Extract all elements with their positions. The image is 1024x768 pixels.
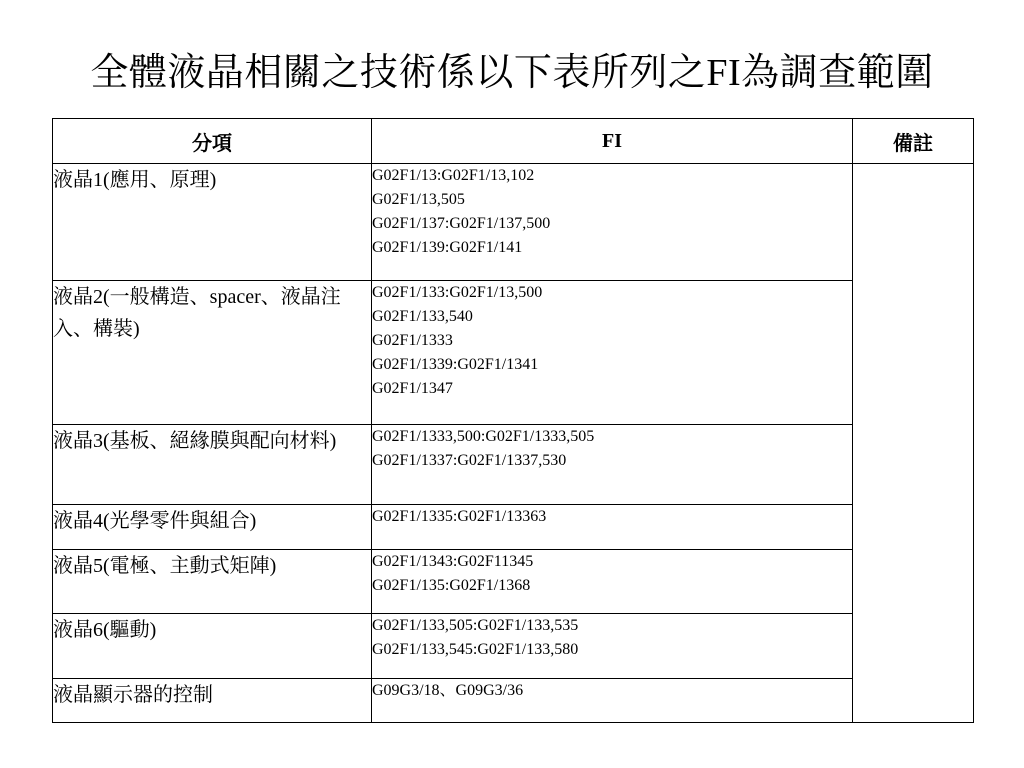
slide-title: 全體液晶相關之技術係以下表所列之FI為調查範圍	[90, 52, 934, 94]
fi-cell	[372, 679, 853, 723]
fi-code: G02F1/137:G02F1/137,500	[372, 215, 551, 232]
fi-code: G02F1/135:G02F1/1368	[372, 577, 531, 594]
category-cell: 液晶4(光學零件與組合)	[53, 505, 372, 550]
header-fi: FI	[372, 119, 853, 164]
header-note: 備註	[853, 119, 974, 164]
category-cell: 液晶3(基板、絕緣膜與配向材料)	[53, 425, 372, 505]
fi-cell	[372, 281, 853, 425]
table-row	[53, 164, 974, 281]
fi-code: G02F1/13,505	[372, 191, 465, 208]
fi-code: G02F1/133,505:G02F1/133,535	[372, 617, 579, 634]
table-row	[53, 505, 974, 550]
category-cell: 液晶5(電極、主動式矩陣)	[53, 550, 372, 614]
note-cell	[853, 164, 974, 723]
category-cell: 液晶1(應用、原理)	[53, 164, 372, 281]
fi-code: G02F1/133:G02F1/13,500	[372, 284, 543, 301]
category-cell: 液晶2(一般構造、spacer、液晶注入、構裝)	[53, 281, 372, 425]
fi-code: G02F1/1343:G02F11345	[372, 553, 534, 570]
fi-code: G02F1/133,540	[372, 308, 473, 325]
fi-cell	[372, 614, 853, 679]
fi-cell	[372, 505, 853, 550]
fi-code: G02F1/13:G02F1/13,102	[372, 167, 535, 184]
fi-code: G02F1/139:G02F1/141	[372, 239, 523, 256]
table-row	[53, 550, 974, 614]
fi-code: G02F1/1333	[372, 332, 453, 349]
table-row	[53, 281, 974, 425]
fi-cell	[372, 164, 853, 281]
category-cell: 液晶顯示器的控制	[53, 679, 372, 723]
fi-code: G02F1/1337:G02F1/1337,530	[372, 452, 567, 469]
table-row	[53, 614, 974, 679]
category-cell: 液晶6(驅動)	[53, 614, 372, 679]
fi-code: G02F1/1339:G02F1/1341	[372, 356, 539, 373]
fi-cell	[372, 425, 853, 505]
table-row	[53, 679, 974, 723]
fi-code: G09G3/18、G09G3/36	[372, 682, 524, 699]
fi-code: G02F1/1335:G02F1/13363	[372, 508, 547, 525]
table-row	[53, 425, 974, 505]
fi-code: G02F1/1347	[372, 380, 453, 397]
fi-scope-table	[52, 118, 974, 723]
header-category: 分項	[53, 119, 372, 164]
fi-code: G02F1/1333,500:G02F1/1333,505	[372, 428, 595, 445]
table-header-row	[53, 119, 974, 164]
fi-code: G02F1/133,545:G02F1/133,580	[372, 641, 579, 658]
fi-cell	[372, 550, 853, 614]
